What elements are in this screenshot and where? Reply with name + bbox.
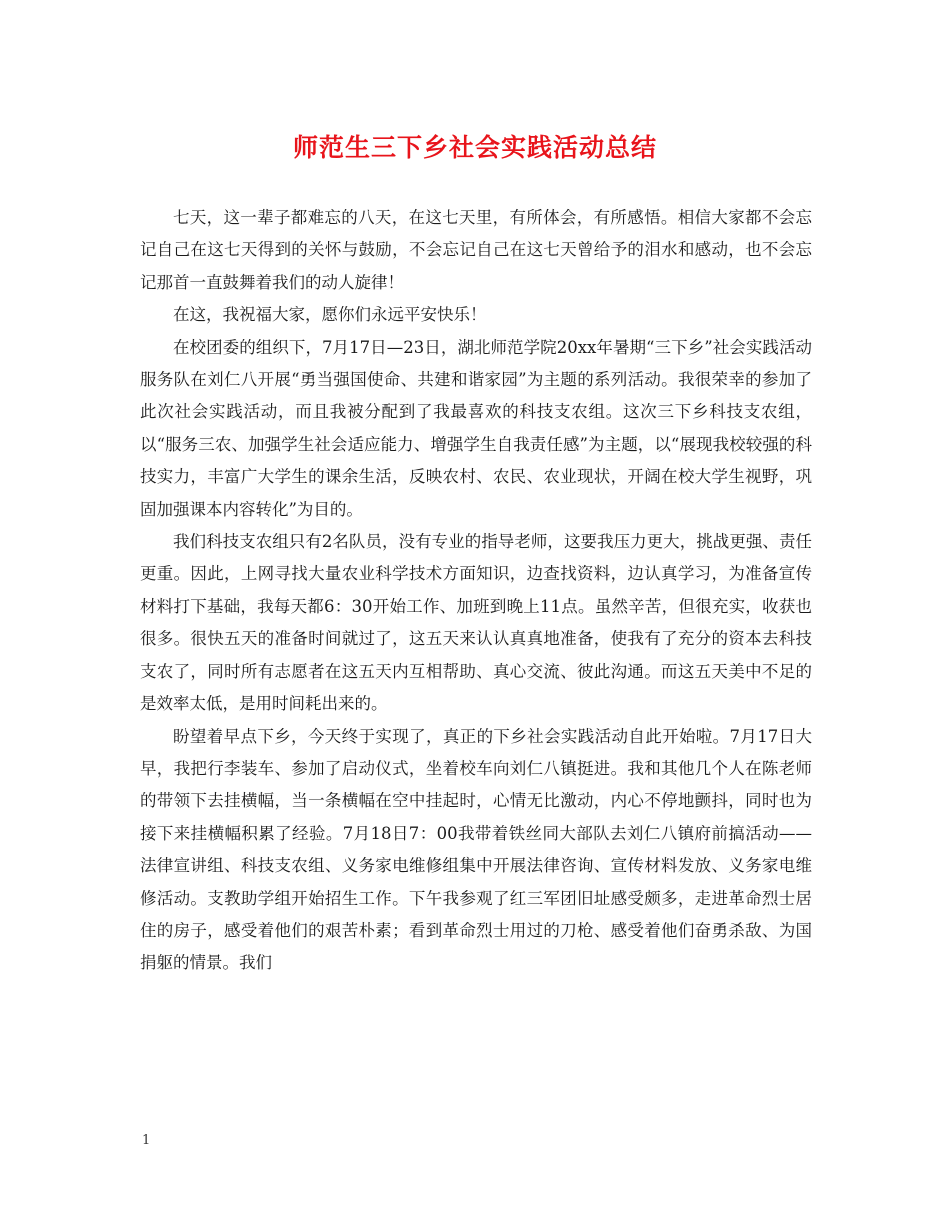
paragraph-1: 七天，这一辈子都难忘的八天，在这七天里，有所体会，有所感悟。相信大家都不会忘记自己在这七天得到的关怀与鼓励，不会忘记自己在这七天曾给予的泪水和感动，也不会忘记那首一直鼓舞着我们的动人旋律！ <box>140 208 812 292</box>
document-body <box>140 202 812 980</box>
paragraph-2: 在这，我祝福大家，愿你们永远平安快乐！ <box>173 305 487 325</box>
paragraph-4: 我们科技支农组只有2名队员，没有专业的指导老师，这要我压力更大，挑战更强、责任更重。因此，上网寻找大量农业科学技术方面知识，边查找资料，边认真学习，为准备宣传材料打下基础，我每天都6：30开始工作、加班到晚上11点。虽然辛苦，但很充实，收获也很多。很快五天的准备时间就过了，这五天来认认真真地准备，使我有了充分的资本去科技支农了，同时所有志愿者在这五天内互相帮助、真心交流、彼此沟通。而这五天美中不足的是效率太低，是用时间耗出来的。 <box>140 532 812 714</box>
document-title: 师范生三下乡社会实践活动总结 <box>292 133 657 162</box>
page-number: 1 <box>142 1133 151 1148</box>
paragraph-5: 盼望着早点下乡，今天终于实现了，真正的下乡社会实践活动自此开始啦。7月17日大早，我把行李装车、参加了启动仪式，坐着校车向刘仁八镇挺进。我和其他几个人在陈老师的带领下去挂横幅，当一条横幅在空中挂起时，心情无比激动，内心不停地颤抖，同时也为接下来挂横幅积累了经验。7月18日7：00我带着铁丝同大部队去刘仁八镇府前搞活动——法律宣讲组、科技支农组、义务家电维修组集中开展法律咨询、宣传材料发放、义务家电维修活动。支教助学组开始招生工作。下午我参观了红三军团旧址感受颇多，走进革命烈士居住的房子，感受着他们的艰苦朴素；看到革命烈士用过的刀枪、感受着他们奋勇杀敌、为国捐躯的情景。我们 <box>140 726 812 973</box>
paragraph-3: 在校团委的组织下，7月17日—23日，湖北师范学院20xx年暑期“三下乡”社会实践活动服务队在刘仁八开展“勇当强国使命、共建和谐家园”为主题的系列活动。我很荣幸的参加了此次社会实践活动，而且我被分配到了我最喜欢的科技支农组。这次三下乡科技支农组，以“服务三农、加强学生社会适应能力、增强学生自我责任感”为主题，以“展现我校较强的科技实力，丰富广大学生的课余生活，反映农村、农民、农业现状，开阔在校大学生视野，巩固加强课本内容转化”为目的。 <box>140 337 812 519</box>
